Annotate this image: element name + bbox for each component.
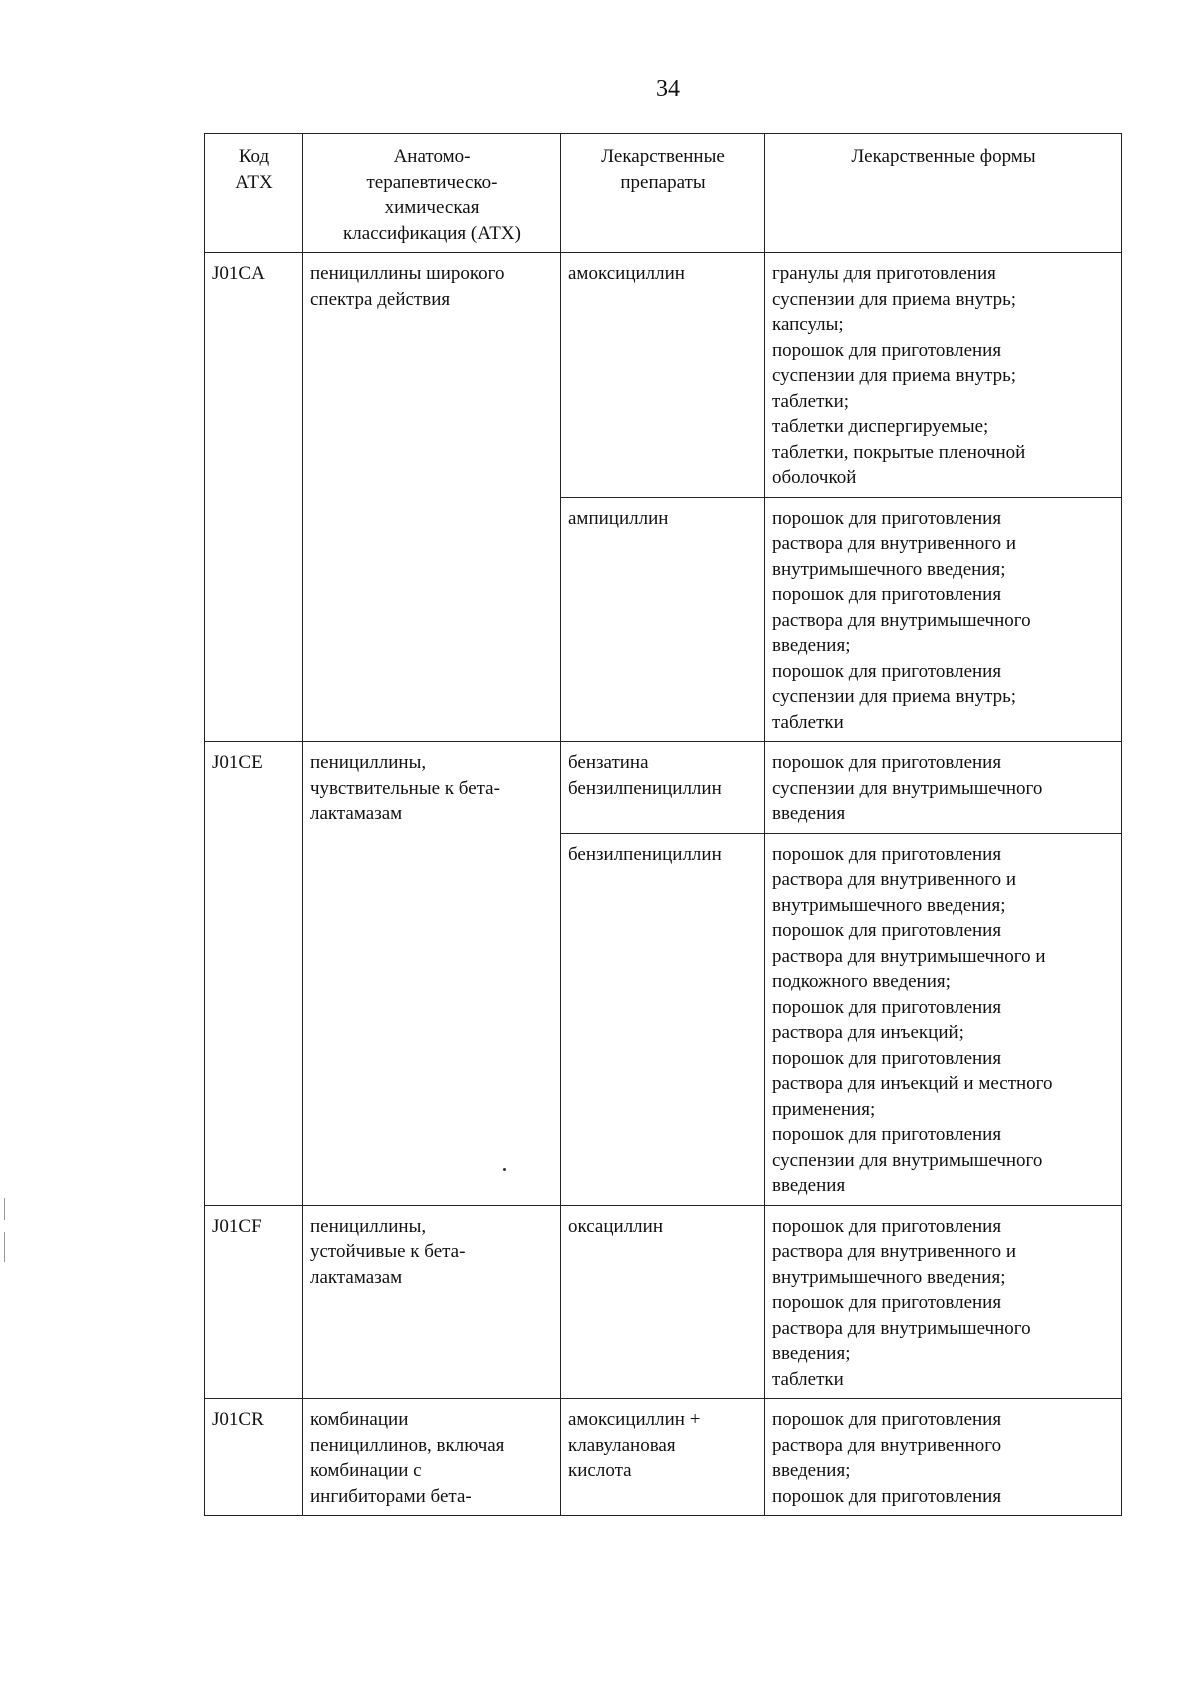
form-line: введения; bbox=[772, 635, 851, 656]
table-header bbox=[205, 134, 1122, 253]
header-line: химическая bbox=[384, 197, 480, 218]
scan-edge-mark bbox=[4, 1198, 5, 1220]
form-line: порошок для приготовления bbox=[772, 996, 1002, 1018]
header-atc-classification bbox=[303, 134, 561, 253]
drug-name: амоксициллин + bbox=[568, 1409, 701, 1430]
atc-code: J01CF bbox=[212, 1215, 262, 1237]
drug-name: бензилпенициллин bbox=[568, 777, 722, 799]
form-line: таблетки, покрытые пленочной bbox=[772, 441, 1026, 463]
header-atc-code bbox=[205, 134, 303, 253]
form-line: внутримышечного введения; bbox=[772, 1266, 1006, 1288]
classification-line: устойчивые к бета- bbox=[310, 1241, 466, 1262]
form-line: порошок для приготовления bbox=[772, 843, 1002, 865]
page-number: 34 bbox=[656, 76, 680, 102]
form-line: раствора для внутривенного bbox=[772, 1434, 1002, 1456]
header-line: Код bbox=[238, 146, 270, 167]
form-line: внутримышечного введения; bbox=[772, 558, 1006, 580]
classification-line: лактамазам bbox=[310, 803, 403, 824]
form-line: раствора для внутримышечного bbox=[772, 1317, 1031, 1339]
drug-cell bbox=[561, 253, 765, 498]
drug-name: бензатина bbox=[568, 752, 649, 773]
drug-name: амоксициллин bbox=[568, 263, 685, 284]
forms-cell bbox=[765, 833, 1122, 1205]
header-line: Лекарственные формы bbox=[851, 146, 1036, 167]
form-line: порошок для приготовления bbox=[772, 1292, 1002, 1313]
form-line: введения; bbox=[772, 1460, 851, 1481]
classification-line: лактамазам bbox=[310, 1266, 403, 1288]
drug-cell bbox=[561, 1399, 765, 1516]
table-row-j01ca-amoxicillin bbox=[205, 253, 1122, 498]
atc-code-cell bbox=[205, 1399, 303, 1516]
scan-speck bbox=[503, 1168, 506, 1171]
form-line: раствора для внутримышечного bbox=[772, 609, 1031, 631]
table-row-j01cr-amoxicillin-clavulanate bbox=[205, 1399, 1122, 1516]
classification-line: спектра действия bbox=[310, 288, 451, 310]
forms-cell bbox=[765, 1205, 1122, 1399]
drug-cell bbox=[561, 833, 765, 1205]
form-line: таблетки bbox=[772, 711, 844, 733]
form-line: введения; bbox=[772, 1343, 851, 1364]
form-line: раствора для внутривенного и bbox=[772, 869, 1017, 890]
forms-cell bbox=[765, 253, 1122, 498]
form-line: раствора для внутримышечного и bbox=[772, 945, 1046, 967]
classification-line: ингибиторами бета- bbox=[310, 1485, 472, 1507]
classification-line: комбинации bbox=[310, 1409, 409, 1430]
form-line: порошок для приготовления bbox=[772, 1047, 1002, 1069]
classification-line: пенициллинов, включая bbox=[310, 1434, 505, 1456]
header-line: Анатомо- bbox=[393, 146, 471, 167]
form-line: суспензии для приема внутрь; bbox=[772, 365, 1017, 386]
header-line: препараты bbox=[620, 171, 706, 193]
form-line: подкожного введения; bbox=[772, 971, 951, 992]
header-row bbox=[205, 134, 1122, 253]
atc-code-cell bbox=[205, 253, 303, 742]
form-line: порошок для приготовления bbox=[772, 339, 1002, 361]
atc-code-cell bbox=[205, 1205, 303, 1399]
classification-line: пенициллины широкого bbox=[310, 263, 505, 284]
form-line: порошок для приготовления bbox=[772, 1124, 1002, 1145]
form-line: гранулы для приготовления bbox=[772, 263, 996, 284]
classification-cell bbox=[303, 253, 561, 742]
drug-name: кислота bbox=[568, 1460, 632, 1481]
header-drugs bbox=[561, 134, 765, 253]
form-line: порошок для приготовления bbox=[772, 507, 1002, 529]
form-line: порошок для приготовления bbox=[772, 1215, 1002, 1237]
scan-edge-mark bbox=[4, 1232, 5, 1262]
form-line: суспензии для внутримышечного bbox=[772, 1149, 1043, 1171]
classification-cell bbox=[303, 742, 561, 1206]
classification-line: пенициллины, bbox=[310, 1215, 427, 1237]
atc-drug-table bbox=[204, 133, 1122, 1516]
drug-name: клавулановая bbox=[568, 1434, 676, 1456]
form-line: таблетки; bbox=[772, 390, 850, 412]
form-line: порошок для приготовления bbox=[772, 584, 1002, 605]
drug-name: оксациллин bbox=[568, 1215, 663, 1237]
drug-name: бензилпенициллин bbox=[568, 843, 722, 865]
header-line: АТХ bbox=[235, 171, 273, 193]
classification-line: пенициллины, bbox=[310, 752, 427, 773]
header-dosage-forms bbox=[765, 134, 1122, 253]
drug-cell bbox=[561, 742, 765, 834]
form-line: раствора для внутривенного и bbox=[772, 1241, 1017, 1262]
classification-cell bbox=[303, 1399, 561, 1516]
form-line: раствора для внутривенного и bbox=[772, 533, 1017, 554]
forms-cell bbox=[765, 742, 1122, 834]
form-line: порошок для приготовления bbox=[772, 752, 1002, 773]
drug-name: ампициллин bbox=[568, 507, 669, 529]
header-line: терапевтическо- bbox=[366, 171, 498, 193]
form-line: суспензии для приема внутрь; bbox=[772, 686, 1017, 707]
form-line: порошок для приготовления bbox=[772, 1485, 1002, 1507]
form-line: раствора для инъекций и местного bbox=[772, 1073, 1053, 1094]
form-line: таблетки диспергируемые; bbox=[772, 416, 989, 437]
form-line: порошок для приготовления bbox=[772, 920, 1002, 941]
drug-cell bbox=[561, 1205, 765, 1399]
form-line: таблетки bbox=[772, 1368, 844, 1390]
classification-line: чувствительные к бета- bbox=[310, 777, 500, 799]
form-line: введения bbox=[772, 803, 846, 824]
form-line: капсулы; bbox=[772, 314, 844, 335]
form-line: раствора для инъекций; bbox=[772, 1022, 964, 1043]
forms-cell bbox=[765, 497, 1122, 742]
form-line: оболочкой bbox=[772, 467, 857, 488]
form-line: применения; bbox=[772, 1098, 876, 1120]
header-line: Лекарственные bbox=[601, 146, 725, 167]
form-line: порошок для приготовления bbox=[772, 1409, 1002, 1430]
table-row-j01cf-oxacillin bbox=[205, 1205, 1122, 1399]
form-line: суспензии для приема внутрь; bbox=[772, 288, 1017, 310]
atc-code: J01CA bbox=[212, 263, 265, 284]
table-body bbox=[205, 253, 1122, 1516]
form-line: порошок для приготовления bbox=[772, 660, 1002, 682]
classification-cell bbox=[303, 1205, 561, 1399]
atc-code: J01CR bbox=[212, 1409, 264, 1430]
atc-code-cell bbox=[205, 742, 303, 1206]
forms-cell bbox=[765, 1399, 1122, 1516]
form-line: суспензии для внутримышечного bbox=[772, 777, 1043, 799]
table-row-j01ce-benzathine-benzylpenicillin bbox=[205, 742, 1122, 834]
atc-code: J01CE bbox=[212, 752, 263, 773]
classification-line: комбинации с bbox=[310, 1460, 422, 1481]
drug-cell bbox=[561, 497, 765, 742]
form-line: внутримышечного введения; bbox=[772, 894, 1006, 916]
form-line: введения bbox=[772, 1175, 846, 1196]
header-line: классификация (АТХ) bbox=[343, 222, 521, 244]
